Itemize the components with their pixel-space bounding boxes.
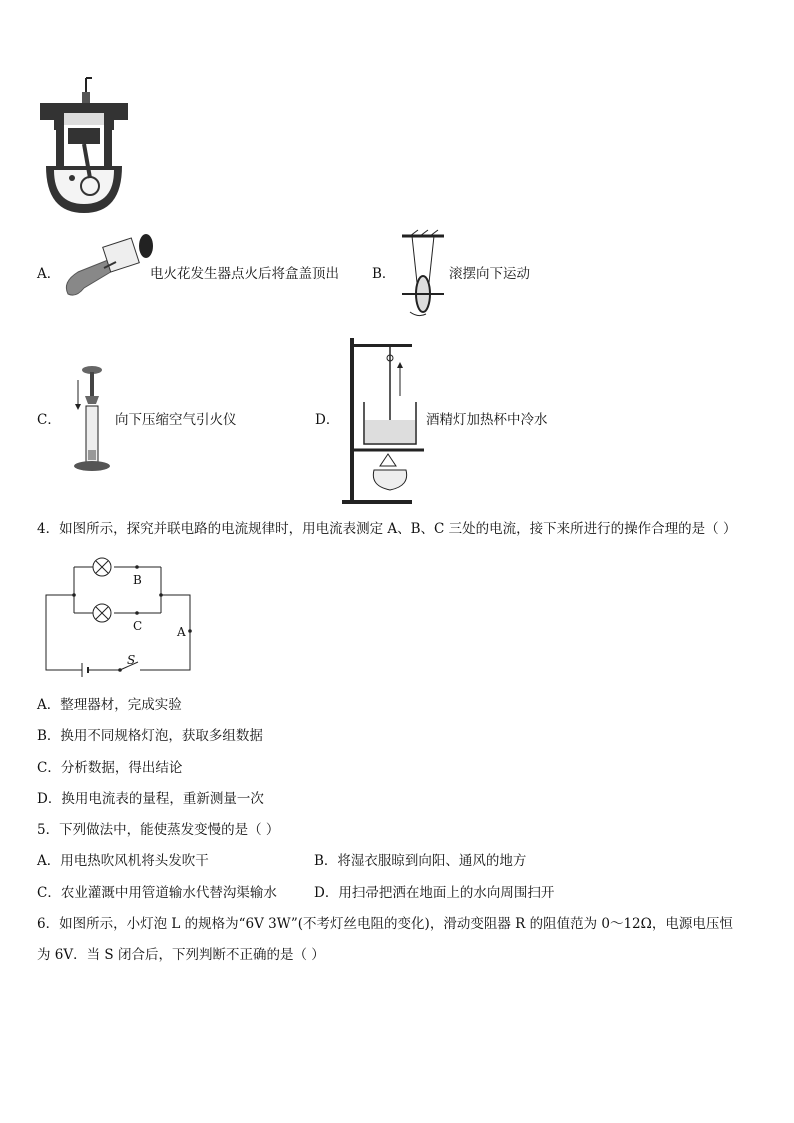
question-6-line-2: 为 6V．当 S 闭合后，下列判断不正确的是（ ）	[37, 947, 325, 963]
question-5-option-b: B．将湿衣服晾到向阳、通风的地方	[314, 853, 527, 869]
parallel-circuit-diagram	[44, 558, 196, 674]
question-6-line-1: 6．如图所示，小灯泡 L 的规格为“6V 3W”(不考灯丝电阻的变化)，滑动变阻器 R 的阻值范为 0～12Ω，电源电压恒	[37, 916, 733, 932]
question-4-option-a: A．整理器材，完成实验	[37, 697, 182, 713]
option-a-text: 电火花发生器点火后将盒盖顶出	[150, 266, 339, 282]
option-d-text: 酒精灯加热杯中冷水	[426, 412, 548, 428]
alcohol-lamp-beaker-figure	[340, 336, 430, 508]
circuit-label-a: A	[177, 625, 186, 639]
question-5-stem: 5．下列做法中，能使蒸发变慢的是（ ）	[37, 822, 280, 838]
question-5-option-a: A．用电热吹风机将头发吹干	[37, 853, 209, 869]
air-compression-igniter-figure	[66, 362, 112, 474]
circuit-label-c: C	[133, 619, 143, 633]
option-c-text: 向下压缩空气引火仪	[115, 412, 237, 428]
question-5-option-d: D．用扫帚把洒在地面上的水向周围扫开	[314, 885, 555, 901]
question-4-option-d: D．换用电流表的量程，重新测量一次	[37, 791, 264, 807]
engine-cylinder-figure	[34, 78, 134, 218]
question-4-option-b: B．换用不同规格灯泡，获取多组数据	[37, 728, 263, 744]
maxwell-wheel-figure	[398, 230, 448, 320]
question-4-stem: 4．如图所示，探究并联电路的电流规律时，用电流表测定 A、B、C 三处的电流，接下来所进行的操作合理的是（ ）	[37, 521, 737, 537]
option-a-letter: A．	[37, 266, 61, 282]
spark-generator-figure	[60, 232, 156, 302]
option-b-text: 滚摆向下运动	[449, 266, 530, 282]
option-c-letter: C．	[37, 412, 61, 428]
option-d-letter: D．	[315, 412, 340, 428]
circuit-label-b: B	[133, 573, 142, 587]
question-4-option-c: C．分析数据，得出结论	[37, 760, 183, 776]
question-5-option-c: C．农业灌溉中用管道输水代替沟渠输水	[37, 885, 277, 901]
circuit-label-s: S	[127, 653, 136, 667]
option-b-letter: B．	[372, 266, 396, 282]
